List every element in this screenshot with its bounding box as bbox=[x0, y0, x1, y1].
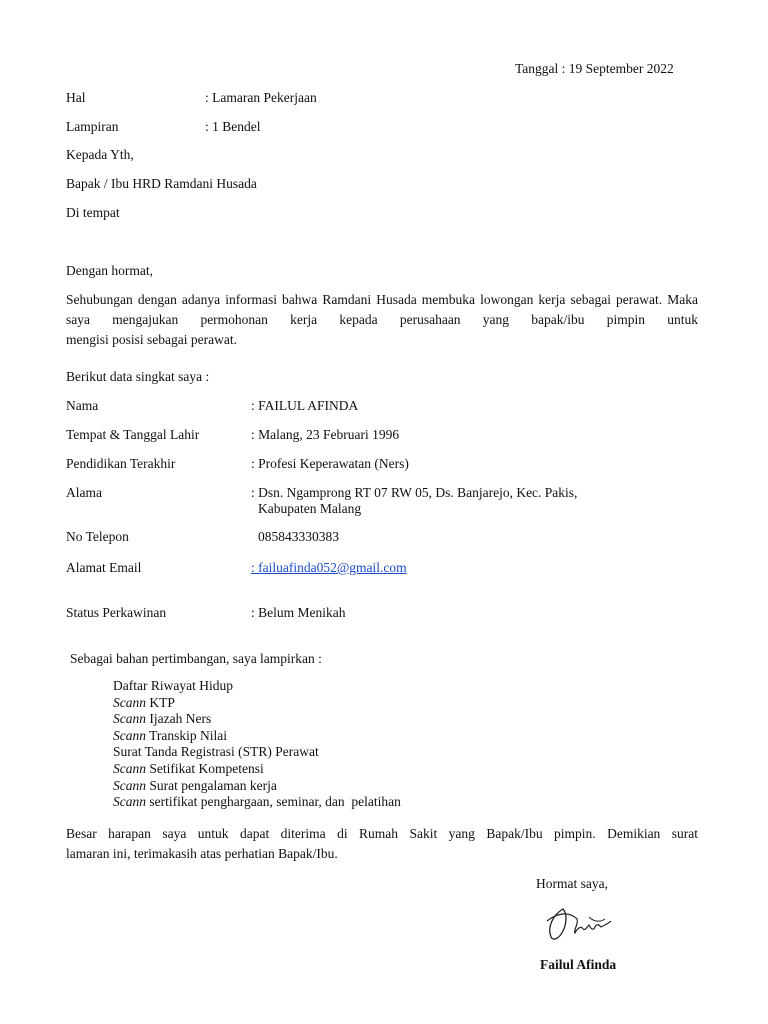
signature-image bbox=[543, 901, 613, 945]
sign-off: Hormat saya, bbox=[536, 876, 608, 891]
marital-status-label: Status Perkawinan bbox=[66, 605, 167, 620]
list-item: Scann Setifikat Kompetensi bbox=[113, 760, 264, 776]
recipient-line: Bapak / Ibu HRD Ramdani Husada bbox=[66, 176, 257, 191]
subject-value: : Lamaran Pekerjaan bbox=[205, 90, 317, 105]
name-value: : FAILUL AFINDA bbox=[251, 398, 359, 413]
phone-label: No Telepon bbox=[66, 529, 129, 544]
attachments-intro: Sebagai bahan pertimbangan, saya lampirkan : bbox=[70, 651, 322, 666]
closing-paragraph: Besar harapan saya untuk dapat diterima di Rumah Sakit yang Bapak/Ibu pimpin. Demikian surat bbox=[66, 826, 698, 841]
list-item: Scann Ijazah Ners bbox=[113, 711, 212, 727]
intro-paragraph-end: mengisi posisi sebagai perawat. bbox=[66, 332, 237, 347]
list-item: Daftar Riwayat Hidup bbox=[113, 678, 233, 693]
email-label: Alamat Email bbox=[66, 560, 142, 575]
address-value-line2: Kabupaten Malang bbox=[258, 501, 362, 516]
attachments-list bbox=[113, 678, 401, 811]
list-item: Scann Surat pengalaman kerja bbox=[113, 777, 277, 793]
attachment-count-label: Lampiran bbox=[66, 119, 119, 134]
email-value: : failuafinda052@gmail.com bbox=[251, 560, 407, 575]
education-label: Pendidikan Terakhir bbox=[66, 456, 176, 471]
attachment-count-value: : 1 Bendel bbox=[205, 119, 261, 134]
list-item: Scann sertifikat penghargaan, seminar, dan pelatihan bbox=[113, 794, 401, 810]
name-label: Nama bbox=[66, 398, 99, 413]
signer-name: Failul Afinda bbox=[540, 957, 617, 972]
birth-value: : Malang, 23 Februari 1996 bbox=[251, 427, 400, 442]
marital-status-value: : Belum Menikah bbox=[251, 605, 346, 620]
data-intro: Berikut data singkat saya : bbox=[66, 369, 210, 384]
list-item: Surat Tanda Registrasi (STR) Perawat bbox=[113, 744, 319, 760]
intro-paragraph: Sehubungan dengan adanya informasi bahwa Ramdani Husada membuka lowongan kerja sebagai perawat. Maka saya mengajukan permohonan kerja kepada perusahaan yang bapak/ibu pimpin untuk bbox=[66, 292, 698, 327]
address-label: Alama bbox=[66, 485, 102, 500]
email-link[interactable]: failuafinda052@gmail.com bbox=[258, 560, 407, 575]
subject-label: Hal bbox=[66, 90, 86, 105]
letter-date: Tanggal : 19 September 2022 bbox=[515, 61, 674, 76]
recipient-line: Di tempat bbox=[66, 205, 120, 220]
list-item: Scann KTP bbox=[113, 694, 175, 710]
list-item: Scann Transkip Nilai bbox=[113, 727, 228, 743]
education-value: : Profesi Keperawatan (Ners) bbox=[251, 456, 409, 471]
birth-label: Tempat & Tanggal Lahir bbox=[66, 427, 200, 442]
address-value: : Dsn. Ngamprong RT 07 RW 05, Ds. Banjarejo, Kec. Pakis, bbox=[251, 485, 578, 500]
greeting: Dengan hormat, bbox=[66, 263, 153, 278]
recipient-line: Kepada Yth, bbox=[66, 147, 134, 162]
closing-paragraph-end: lamaran ini, terimakasih atas perhatian Bapak/Ibu. bbox=[66, 846, 338, 861]
phone-value: 085843330383 bbox=[258, 529, 339, 544]
